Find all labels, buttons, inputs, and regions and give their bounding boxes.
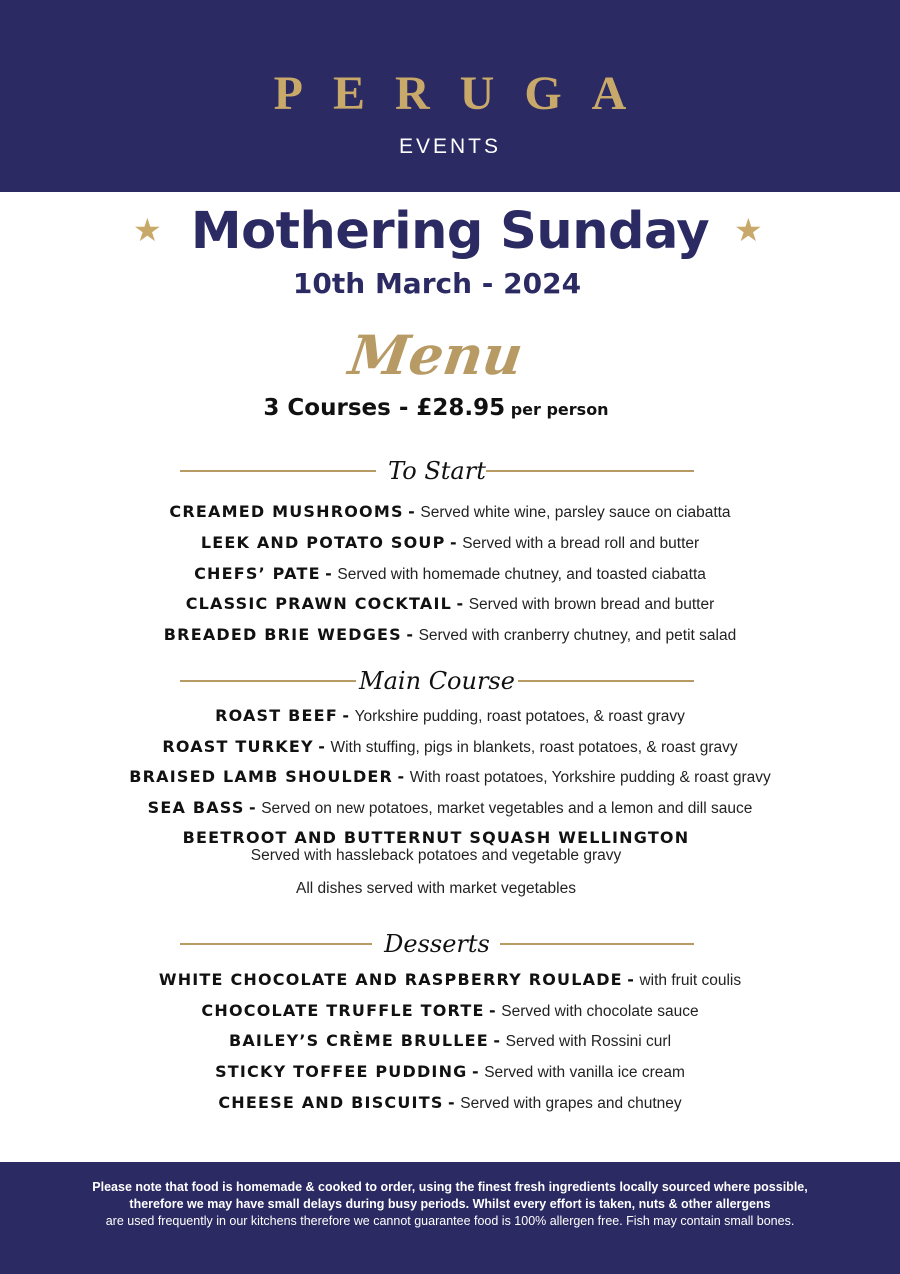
dish-name: BEETROOT AND BUTTERNUT SQUASH WELLINGTON [182, 828, 690, 847]
dish-name: CREAMED MUSHROOMS [169, 502, 404, 521]
menu-item: WHITE CHOCOLATE AND RASPBERRY ROULADE - with fruit coulis [158, 970, 742, 989]
dish-description: Yorkshire pudding, roast potatoes, & roast gravy [354, 708, 685, 725]
dish-name: ROAST BEEF [215, 706, 338, 725]
section-label: Desserts [384, 930, 490, 958]
dish-name: CHEFS’ PATE [194, 564, 321, 583]
dish-name: CHEESE AND BISCUITS [218, 1093, 444, 1112]
dish-description: Served with chocolate sauce [501, 1003, 699, 1020]
dish-description: Served with grapes and chutney [460, 1095, 682, 1112]
dish-name: LEEK AND POTATO SOUP [200, 533, 446, 552]
brand-logo: PERUGA [273, 67, 657, 120]
dish-description: Served with hassleback potatoes and vegetable gravy [250, 847, 622, 864]
dish-name: WHITE CHOCOLATE AND RASPBERRY ROULADE [158, 970, 623, 989]
dish-description: Served with Rossini curl [505, 1033, 672, 1050]
dish-name: BAILEY’S CRÈME BRULLEE [228, 1031, 489, 1050]
section-heading-mains [180, 664, 694, 698]
menu-item: BRAISED LAMB SHOULDER - With roast potatoes, Yorkshire pudding & roast gravy [129, 767, 771, 786]
menu-item: CLASSIC PRAWN COCKTAIL - Served with brown bread and butter [185, 594, 715, 613]
dish-description: with fruit coulis [639, 972, 742, 989]
page-title: Mothering Sunday [190, 202, 710, 261]
dish-description: Served with a bread roll and butter [462, 535, 700, 552]
menu-item: BREADED BRIE WEDGES - Served with cranberry chutney, and petit salad [163, 625, 737, 644]
star-icon: ★ [734, 212, 763, 248]
menu-item: SEA BASS - Served on new potatoes, market vegetables and a lemon and dill sauce [147, 798, 753, 817]
dish-description: With roast potatoes, Yorkshire pudding & roast gravy [409, 769, 771, 786]
dish-description: With stuffing, pigs in blankets, roast potatoes, & roast gravy [330, 739, 738, 756]
menu-item: CREAMED MUSHROOMS - Served white wine, parsley sauce on ciabatta [169, 502, 731, 521]
dish-name: BREADED BRIE WEDGES [163, 625, 402, 644]
dish-name: SEA BASS [147, 798, 245, 817]
dish-name: BRAISED LAMB SHOULDER [129, 767, 394, 786]
dish-description: Served with vanilla ice cream [484, 1064, 685, 1081]
menu-item: CHOCOLATE TRUFFLE TORTE - Served with chocolate sauce [201, 1001, 699, 1020]
section-label: Main Course [359, 667, 515, 695]
dish-name: CLASSIC PRAWN COCKTAIL [185, 594, 453, 613]
menu-item: CHEFS’ PATE - Served with homemade chutney, and toasted ciabatta [194, 564, 706, 583]
menu-item: ROAST TURKEY - With stuffing, pigs in blankets, roast potatoes, & roast gravy [162, 737, 738, 756]
dish-description: Served with cranberry chutney, and petit salad [418, 627, 737, 644]
dish-description: Served with brown bread and butter [468, 596, 715, 613]
dish-name: ROAST TURKEY [162, 737, 314, 756]
dish-description: Served white wine, parsley sauce on ciabatta [420, 504, 731, 521]
header-banner [0, 0, 900, 192]
menu-note: All dishes served with market vegetables [296, 880, 576, 897]
brand-subtitle: EVENTS [398, 135, 502, 158]
menu-heading: Menu [345, 323, 527, 387]
dish-name: CHOCOLATE TRUFFLE TORTE [201, 1001, 485, 1020]
dish-name: STICKY TOFFEE PUDDING [215, 1062, 468, 1081]
price-main: 3 Courses - £28.95 [263, 395, 506, 421]
price-suffix: per person [510, 400, 609, 419]
allergen-notice-line: are used frequently in our kitchens therefore we cannot guarantee food is 100% allergen free. Fish may contain small bones. [105, 1214, 795, 1228]
dish-description: Served with homemade chutney, and toasted ciabatta [337, 566, 706, 583]
menu-item: CHEESE AND BISCUITS - Served with grapes and chutney [218, 1093, 682, 1112]
price-line [0, 392, 872, 426]
allergen-notice-line: Please note that food is homemade & cooked to order, using the finest fresh ingredients locally sourced where possible, [92, 1180, 808, 1194]
section-heading-starters [180, 454, 694, 488]
title-row [0, 200, 900, 268]
star-icon: ★ [133, 212, 162, 248]
event-date: 10th March - 2024 [292, 267, 582, 300]
menu-item: ROAST BEEF - Yorkshire pudding, roast potatoes, & roast gravy [215, 706, 685, 725]
menu-item: LEEK AND POTATO SOUP - Served with a bread roll and butter [200, 533, 700, 552]
menu-item: STICKY TOFFEE PUDDING - Served with vanilla ice cream [215, 1062, 685, 1081]
dish-description: Served on new potatoes, market vegetables and a lemon and dill sauce [261, 800, 753, 817]
footer-banner [0, 1162, 900, 1274]
section-label: To Start [388, 457, 486, 485]
menu-item: BAILEY’S CRÈME BRULLEE - Served with Rossini curl [228, 1031, 672, 1050]
section-heading-desserts [180, 927, 694, 961]
allergen-notice-line: therefore we may have small delays during busy periods. Whilst every effort is taken, nuts & other allergens [129, 1197, 771, 1211]
